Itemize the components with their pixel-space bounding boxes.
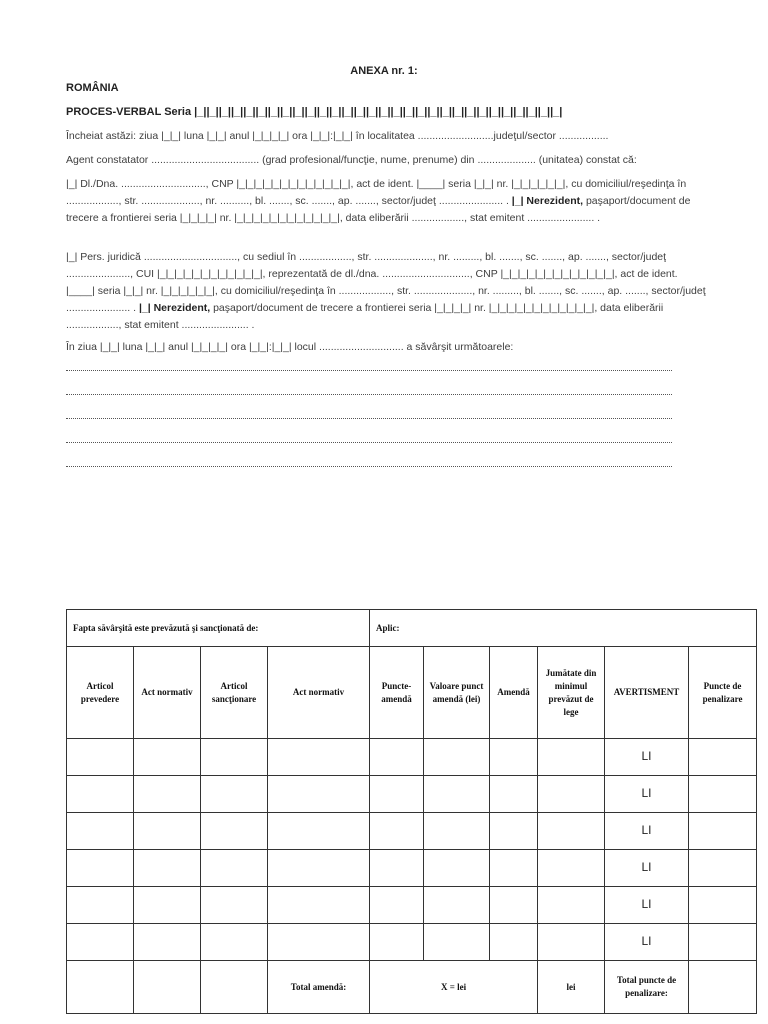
table-cell[interactable] [490,776,538,813]
concluded-date-line: Încheiat astăzi: ziua |_|_| luna |_|_| anul |_|_|_|_| ora |_|_|:|_|_| în localitatea ..........................judeţul/sector ................. [66,130,609,142]
table-cell[interactable] [134,776,201,813]
legal-person-text: |_| Pers. juridică ................................, cu sediul în .................., str. ...................., nr. ........., bl. ......., sc. ......., ap. ......., sector/judeţ ......................, CUI |_|_|_|_|_|_|_|_|_|_|_|_|, reprezentată de dl./dna. .............................., CNP |_|_|_|_|_|_|_|_|_|_|_|_|_|, act de ident. |____| seria |_|_| nr. |_|_|_|_|_|_|, cu domiciliul/reşedinţa în .................., str. ...................., nr. ........., bl. ......., sc. ......., ap. ......., sector/judeţ ...................... . [66,251,709,314]
natural-person-section [66,176,706,227]
table-cell[interactable] [268,813,370,850]
table-cell[interactable] [538,850,605,887]
table-cell[interactable] [268,776,370,813]
total-formula: X = lei [370,961,538,1014]
header-cell: Jumătate din minimul prevăzut de lege [538,647,605,739]
legal-person-section [66,249,709,334]
table-cell[interactable] [689,739,757,776]
table-cell[interactable] [490,924,538,961]
table-cell[interactable] [134,813,201,850]
table-row [67,924,757,961]
legal-person-passport-text: paşaport/document de trecere a frontierei seria |_|_|_|_| nr. |_|_|_|_|_|_|_|_|_|_|_|_|, data eliberării .................., stat emitent ....................... . [66,302,667,331]
dotted-fill-line [66,466,672,467]
table-cell[interactable] [67,850,134,887]
header-cell: AVERTISMENT [605,647,689,739]
table-row [67,813,757,850]
offence-provided-cell: Fapta săvârşită este prevăzută şi sancţionată de: [67,610,370,647]
warning-checkbox-cell[interactable] [605,776,689,813]
table-cell[interactable] [201,850,268,887]
warning-checkbox[interactable]: LI [641,749,652,763]
table-cell[interactable] [370,813,424,850]
table-cell[interactable] [538,887,605,924]
table-cell[interactable] [201,776,268,813]
offence-date-line: În ziua |_|_| luna |_|_| anul |_|_|_|_| ora |_|_|:|_|_| locul ............................. a săvârşit următoarele: [66,341,514,353]
annex-title: ANEXA nr. 1: [350,65,418,77]
table-cell[interactable] [490,739,538,776]
table-cell [134,961,201,1014]
table-cell[interactable] [689,850,757,887]
table-top-row [67,610,757,647]
table-cell[interactable] [268,887,370,924]
table-row [67,887,757,924]
warning-checkbox-cell[interactable] [605,850,689,887]
table-cell[interactable] [490,850,538,887]
table-cell[interactable] [67,924,134,961]
table-row [67,776,757,813]
nonresident-label: |_| Nerezident, [511,195,584,207]
table-cell[interactable] [689,776,757,813]
warning-checkbox[interactable]: LI [641,860,652,874]
agent-line: Agent constatator ..................................... (grad profesional/funcţie, nume, prenume) din .................... (unitatea) constat că: [66,154,637,166]
header-cell: Act normativ [134,647,201,739]
table-cell[interactable] [490,887,538,924]
natural-person-text: |_| Dl./Dna. ............................., CNP |_|_|_|_|_|_|_|_|_|_|_|_|_|, act de ident. |____| seria |_|_| nr. |_|_|_|_|_|_|, cu domiciliul/reşedinţa în .................., str. ...................., nr. .........., bl. ......., sc. ......., ap. ......., sector/judeţ ...................... . [66,178,690,207]
table-cell[interactable] [538,776,605,813]
table-cell[interactable] [538,813,605,850]
table-cell[interactable] [201,813,268,850]
country-heading: ROMÂNIA [66,82,119,94]
warning-checkbox[interactable]: LI [641,823,652,837]
table-cell[interactable] [424,850,490,887]
warning-checkbox-cell[interactable] [605,813,689,850]
table-cell[interactable] [424,924,490,961]
apply-cell: Aplic: [370,610,757,647]
table-cell[interactable] [67,739,134,776]
table-cell [201,961,268,1014]
table-header-row [67,647,757,739]
table-total-row [67,961,757,1014]
header-cell: Amendă [490,647,538,739]
natural-person-passport-text: paşaport/document de trecere a frontierei seria |_|_|_|_| nr. |_|_|_|_|_|_|_|_|_|_|_|_|, data eliberării .................., stat emitent ....................... . [66,195,694,224]
table-cell[interactable] [424,739,490,776]
total-lei: lei [538,961,605,1014]
table-cell[interactable] [689,961,757,1014]
table-cell[interactable] [490,813,538,850]
table-cell[interactable] [268,924,370,961]
table-cell[interactable] [134,887,201,924]
table-cell[interactable] [370,776,424,813]
dotted-fill-line [66,418,672,419]
warning-checkbox-cell[interactable] [605,739,689,776]
table-cell [67,961,134,1014]
table-cell[interactable] [134,924,201,961]
table-cell[interactable] [67,813,134,850]
header-cell: Articol prevedere [67,647,134,739]
table-cell[interactable] [370,739,424,776]
report-series-title: PROCES-VERBAL Seria |_||_||_||_||_||_||_||_||_||_||_||_||_||_||_||_||_||_||_||_||_||_||_||_||_||_||_||_||_||_| [66,106,563,118]
warning-checkbox-cell[interactable] [605,887,689,924]
table-cell[interactable] [370,887,424,924]
dotted-fill-line [66,370,672,371]
table-cell[interactable] [268,739,370,776]
warning-checkbox[interactable]: LI [641,786,652,800]
table-cell[interactable] [538,924,605,961]
table-cell[interactable] [538,739,605,776]
table-cell[interactable] [134,850,201,887]
table-cell[interactable] [201,739,268,776]
total-points-label: Total puncte de penalizare: [605,961,689,1014]
header-cell: Puncte de penalizare [689,647,757,739]
table-cell[interactable] [689,887,757,924]
table-cell[interactable] [201,924,268,961]
table-cell[interactable] [201,887,268,924]
table-cell[interactable] [370,850,424,887]
table-cell[interactable] [134,739,201,776]
table-row [67,850,757,887]
warning-checkbox[interactable]: LI [641,897,652,911]
table-row [67,739,757,776]
table-cell[interactable] [689,813,757,850]
dotted-fill-line [66,394,672,395]
table-cell[interactable] [689,924,757,961]
table-cell[interactable] [370,924,424,961]
warning-checkbox[interactable]: LI [641,934,652,948]
header-cell: Valoare punct amendă (lei) [424,647,490,739]
sanctions-table [66,609,757,1014]
table-cell[interactable] [268,850,370,887]
header-cell: Articol sancţionare [201,647,268,739]
table-cell[interactable] [67,887,134,924]
total-fine-label: Total amendă: [268,961,370,1014]
header-cell: Act normativ [268,647,370,739]
table-cell[interactable] [67,776,134,813]
warning-checkbox-cell[interactable] [605,924,689,961]
table-cell[interactable] [424,887,490,924]
table-cell[interactable] [424,776,490,813]
dotted-fill-line [66,442,672,443]
nonresident-label: |_| Nerezident, [138,302,211,314]
table-cell[interactable] [424,813,490,850]
header-cell: Puncte-amendă [370,647,424,739]
